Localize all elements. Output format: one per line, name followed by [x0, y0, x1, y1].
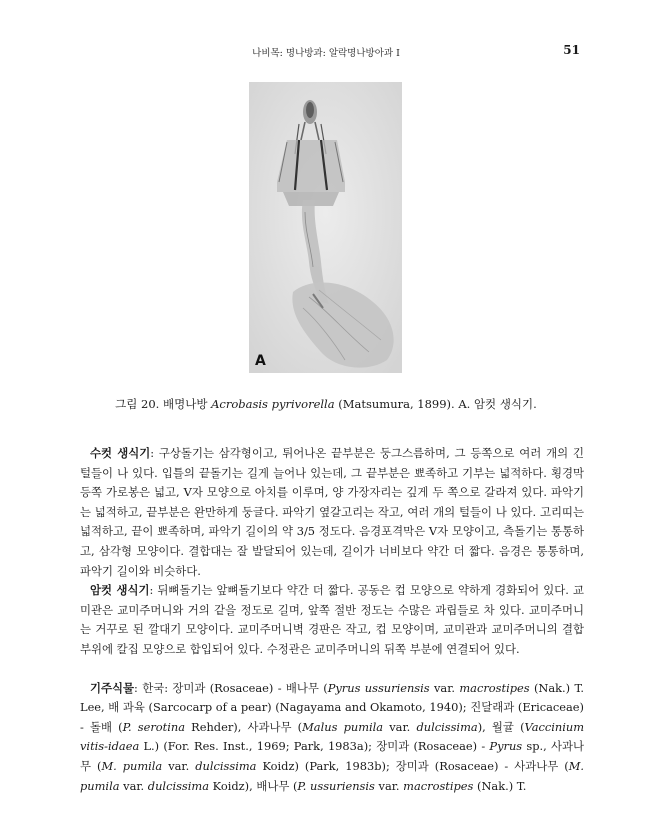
male-genitalia-text: : 구상돌기는 삼각형이고, 튀어나온 끝부분은 둥그스름하며, 그 등쪽으로 여러 개의 긴 털들이 나 있다. 입틀의 끝돌기는 길게 늘어나 있는데, 그 끝부분은 뾰족하고 기부는 넓적하다. 횡경막 등쪽 가로봉은 넓고, V자 모양으로 아치를 이루며, 양 가장자리는 깊게 두 쪽으로 갈라져 있다. 파악기는 넓적하고, 끝부분은 완만하게 둥글다. 파악기 옆갈고리는 작고, 여러 개의 털들이 나 있다. 고리띠는 넓적하고, 끝이 뾰족하며, 파악기 길이의 약 3/5 정도다. 음경포격막은 V자 모양이고, 측돌기는 통통하고, 삼각형 모양이다. 결합대는 잘 발달되어 있는데, 길이가 너비보다 약간 더 짧다. 음경은 통통하며, 파악기 길이와 비슷하다. [80, 446, 585, 578]
host-taxon: macrostipes [403, 778, 474, 793]
female-genitalia-paragraph [80, 581, 584, 659]
body-text [80, 444, 584, 796]
host-text: var. [374, 778, 404, 793]
caption-suffix: (Matsumura, 1899). A. 암컷 생식기. [334, 397, 537, 411]
host-text: L.) (For. Res. Inst., 1969; Park, 1983a); 장미과 (Rosaceae) - [139, 739, 490, 754]
host-plants-paragraph [80, 679, 584, 797]
caption-prefix: 그림 20. 배명나방 [115, 397, 212, 411]
host-text: var. [429, 680, 460, 695]
host-taxon: Pyrus [489, 739, 523, 754]
host-taxon: P. ussuriensis [297, 778, 375, 793]
male-genitalia-paragraph [80, 444, 584, 581]
host-text: var. [383, 719, 417, 734]
host-taxon: Malus pumila [302, 719, 384, 734]
host-text: : 한국: 장미과 (Rosaceae) - 배나무 ( [134, 680, 328, 695]
genitalia-photo [249, 82, 402, 373]
panel-letter: A [255, 353, 266, 369]
male-genitalia-heading: 수컷 생식기 [90, 446, 151, 460]
host-text: Rehder), 사과나무 ( [185, 719, 303, 734]
figure-caption [0, 396, 652, 412]
host-taxon: Vaccinium vitis-idaea [80, 719, 585, 754]
host-taxon: dulcissima [147, 778, 210, 793]
host-taxon: dulcissima [195, 758, 257, 773]
host-text: Koidz) (Park, 1983b); 장미과 (Rosaceae) - 사과나무 ( [256, 758, 569, 773]
host-plants-heading: 기주식물 [90, 680, 135, 695]
running-head: 나비목: 명나방과: 알락명나방아과 I [252, 48, 400, 59]
host-taxon: Pyrus ussuriensis [327, 680, 430, 695]
page-number: 51 [563, 43, 580, 57]
host-text: var. [162, 758, 196, 773]
host-text: (Nak.) T. Lee, 배 과육 (Sarcocarp of a pear) (Nagayama and Okamoto, 1940); 진달래과 (Ericaceae) - 돌배 ( [80, 680, 584, 734]
host-text: Koidz), 배나무 ( [209, 778, 298, 793]
host-text: sp., 사과나무 ( [80, 739, 584, 773]
host-text: (Nak.) T. [473, 778, 527, 793]
female-genitalia-heading: 암컷 생식기 [90, 583, 150, 598]
host-text: var. [119, 778, 148, 793]
host-taxon: M. pumila [80, 758, 584, 793]
host-taxon: P. serotina [122, 719, 185, 734]
caption-species: Acrobasis pyrivorella [211, 397, 335, 411]
genitalia-illustration [249, 82, 402, 373]
host-taxon: macrostipes [459, 680, 530, 695]
host-text: ), 월귤 ( [477, 719, 525, 734]
female-genitalia-text: : 뒤뼈돌기는 앞뼈돌기보다 약간 더 짧다. 공동은 컵 모양으로 약하게 경화되어 있다. 교미관은 교미주머니와 거의 같을 정도로 길며, 앞쪽 절반 정도는 수많은 과립들로 차 있다. 교미주머니는 거꾸로 된 깔대기 모양이다. 교미주머니벽 경판은 작고, 컵 모양이며, 교미관과 교미주머니의 결합 부위에 칼집 모양으로 합입되어 있다. 수정관은 교미주머니의 뒤쪽 부분에 연결되어 있다. [80, 583, 584, 656]
host-taxon: dulcissima [416, 719, 478, 734]
host-taxon: M. pumila [101, 758, 163, 773]
